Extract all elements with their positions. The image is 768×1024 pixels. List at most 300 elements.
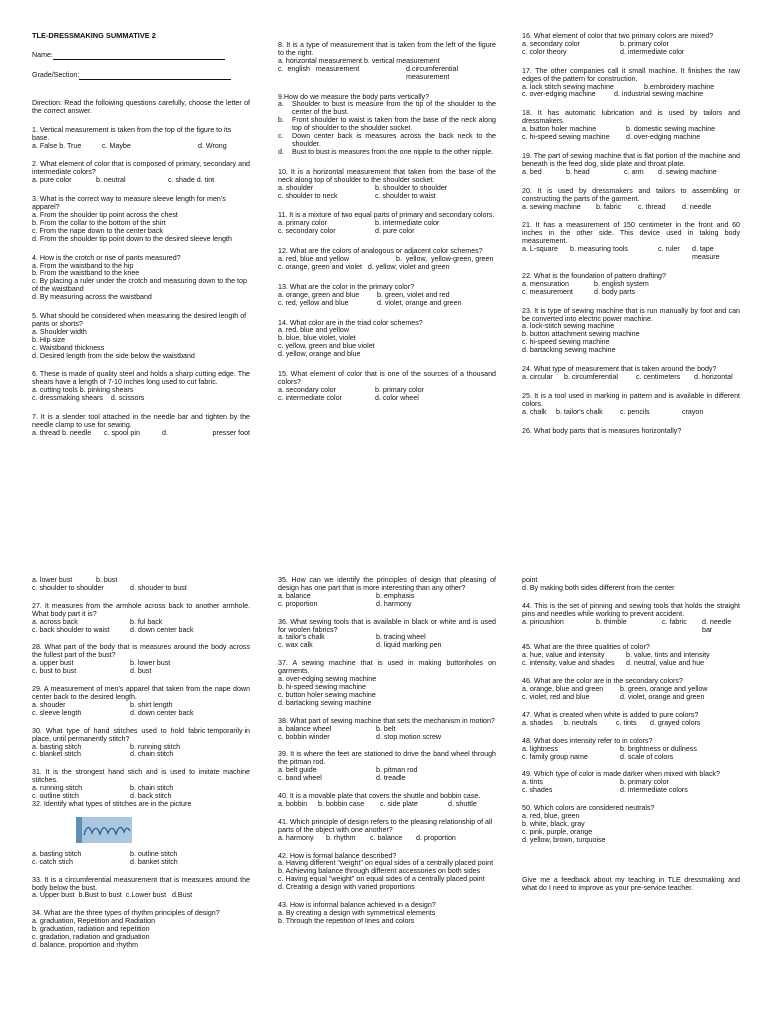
question-text: 40. It is a movable plate that covers the shuttle and bobbin case. (278, 792, 481, 801)
option[interactable]: a. basting stitch (32, 742, 82, 751)
option[interactable]: a. horizontal measurement b. vertical measurement (278, 56, 440, 65)
question-text: 50. Which colors are considered neutrals? (522, 804, 655, 813)
option[interactable]: c. hi-speed sewing machine (522, 338, 610, 347)
name-label: Name: (32, 51, 53, 59)
option[interactable]: c. over-edging machine (522, 90, 596, 99)
option[interactable]: c. side plate (380, 799, 418, 808)
question-text: 18. It has automatic lubrication and is used by tailors and dressmakers. (522, 109, 740, 126)
option[interactable]: d. bust (130, 667, 152, 676)
question-text: 38. What part of sewing machine that sets the mechanism in motion? (278, 716, 495, 725)
option[interactable]: c. family group name (522, 752, 588, 761)
question-14 (278, 320, 496, 360)
option[interactable]: d. needle bar (702, 617, 732, 634)
option[interactable]: a. shades (522, 718, 553, 727)
question-43 (278, 902, 496, 924)
option[interactable]: c. shade d. tint (168, 176, 215, 185)
option[interactable]: c. red, yellow and blue (278, 298, 349, 307)
option[interactable]: a. Having different "weight" on equal sides of a centrally placed point (278, 859, 494, 868)
option[interactable]: c. yellow, green and blue violet (278, 342, 375, 351)
option[interactable]: d. horizontal (694, 373, 733, 381)
question-1 (32, 127, 250, 151)
question-23 (522, 308, 740, 355)
option[interactable]: a. thread b. needle (32, 428, 92, 437)
question-text: 24. What type of measurement that is taken around the body? (522, 365, 717, 374)
option[interactable]: a. shouder (32, 700, 66, 709)
option[interactable]: a. red, blue, green (522, 812, 580, 821)
option[interactable]: b. graduation, radiation and repetition (32, 925, 150, 934)
option[interactable]: c. shoulder to waist (375, 191, 436, 200)
option[interactable]: b. Achieving balance through different accessories on both sides (278, 867, 481, 876)
option[interactable]: d. banket stitch (130, 857, 178, 866)
option[interactable]: d. down center back (130, 625, 194, 634)
question-22 (522, 273, 740, 297)
question-2 (32, 161, 250, 185)
option[interactable]: crayon (682, 407, 704, 416)
option[interactable]: a. Upper bust b.Bust to bust c.Lower bust d.Bust (32, 891, 193, 900)
option[interactable]: c. sleeve length (32, 708, 82, 717)
option[interactable]: b. head (566, 167, 590, 176)
option[interactable]: b. pitman rod (376, 766, 418, 775)
option[interactable]: a. From the waistband to the hip (32, 261, 134, 270)
question-text: 35. How can we identify the principles of design that pleasing of design has one part that is more interesting than any other? (278, 576, 496, 592)
question-41 (278, 819, 496, 843)
option[interactable]: d. back stitch (130, 792, 172, 801)
option[interactable]: a. button holer machine (522, 125, 597, 134)
option[interactable]: c. balance (370, 833, 403, 842)
option[interactable]: a. harmony (278, 833, 314, 842)
question-text: 20. It is used by dressmakers and tailors to assembling or constructing the parts of the garment. (522, 186, 740, 203)
question-text: 12. What are the colors of analogous or adjacent color schemes? (278, 247, 483, 256)
option[interactable]: Front shoulder to waist is taken from the base of the neck along top of shoulder to the shoulder socket. (292, 116, 496, 133)
option[interactable]: b. value, tints and intensity (626, 651, 710, 660)
question-30 (32, 728, 250, 760)
option[interactable]: c. orange, green and violet d. yellow, violet and green (278, 262, 450, 271)
question-4 (32, 255, 250, 302)
option[interactable]: a. bobbin (278, 799, 308, 808)
option[interactable]: Shoulder to bust is measure from the tip of the shoulder to the center of the bust. (292, 100, 496, 117)
option[interactable]: d. sewing machine (658, 167, 717, 176)
option[interactable]: c. bobbin winder (278, 732, 330, 741)
option[interactable]: a. lower bust (32, 576, 73, 584)
feedback-prompt: Give me a feedback about my teaching in TLE dressmaking and what do I need to improve as your pre-service teacher. (522, 875, 740, 892)
option[interactable]: a. By creating a design with symmetrical elements (278, 909, 436, 917)
option-letter: a. (278, 100, 284, 109)
option[interactable]: c. tints (616, 718, 637, 727)
question-5 (32, 313, 250, 360)
option[interactable]: c. shades (522, 786, 553, 795)
option[interactable]: a. False b. True (32, 141, 82, 150)
option[interactable]: a. balance (278, 591, 311, 600)
question-13 (278, 284, 496, 308)
question-text: 8. It is a type of measurement that is taken from the left of the figure to the right. (278, 41, 496, 57)
option[interactable]: b. Through the repetition of lines and colors (278, 917, 415, 924)
option[interactable]: c. dressmaking shears d. scissors (32, 394, 145, 403)
question-49 (522, 771, 740, 795)
column-bottom-middle (278, 577, 496, 930)
option[interactable]: b. fabric (596, 202, 622, 211)
question-3 (32, 196, 250, 243)
option[interactable]: d. proportion (416, 833, 456, 842)
option[interactable]: d. By making both sides different from the center (522, 583, 675, 592)
option[interactable]: b. intermediate color (375, 219, 440, 228)
column-bottom-right (522, 577, 740, 892)
option[interactable]: d. intermediate color (620, 47, 685, 56)
option[interactable]: a. secondary color (278, 385, 336, 394)
option[interactable]: b. green, orange and yellow (620, 685, 708, 694)
option[interactable]: c. pink, purple, orange (522, 827, 593, 836)
question-19 (522, 153, 740, 177)
option[interactable]: b. shirt length (130, 700, 173, 709)
option[interactable]: b. neutrals (564, 718, 598, 727)
question-7 (32, 414, 250, 438)
question-text: 36. What sewing tools that is available in black or white and is used for woolen fabrics? (278, 617, 496, 634)
option[interactable]: d. yellow, orange and blue (278, 350, 361, 359)
question-text: 49. Which type of color is made darker when mixed with black? (522, 770, 720, 779)
question-text: 11. It is a mixture of two equal parts of primary and secondary colors. (278, 211, 495, 220)
grade-blank[interactable] (79, 72, 231, 80)
question-40 (278, 793, 496, 809)
option[interactable]: b. belt (376, 724, 396, 733)
option[interactable]: a. cutting tools b. pinking shears (32, 386, 134, 395)
option[interactable]: b. circumferential (564, 373, 619, 381)
option[interactable]: d. intermediate colors (620, 786, 688, 795)
option[interactable]: b. shoulder to shoulder (375, 183, 448, 192)
question-text: 41. Which principle of design refers to the pleasing relationship of all parts of the object with one another? (278, 817, 493, 834)
option[interactable]: c. catch stich (32, 857, 74, 866)
option[interactable]: b. bust (96, 576, 118, 584)
question-text: 9.How do we measure the body parts vertically? (278, 92, 430, 101)
column-top-right (522, 33, 740, 442)
option[interactable]: c. gradation, radiation and graduation (32, 933, 150, 942)
option[interactable]: a. From the shoulder tip point across the chest (32, 210, 178, 219)
option[interactable]: b. emphasis (376, 591, 415, 600)
question-text: 32. Identify what types of stitches are in the picture (32, 799, 192, 808)
question-text: 13. What are the color in the primary color? (278, 282, 415, 291)
option-letter: d. (278, 147, 284, 156)
question-17 (522, 68, 740, 100)
option[interactable]: c. blanket stitch (32, 750, 81, 759)
option[interactable]: c. button holer sewing machine (278, 690, 376, 699)
option[interactable]: d. body parts (594, 287, 636, 296)
question-38 (278, 718, 496, 742)
option[interactable]: b. tailor's chalk (556, 407, 603, 416)
option[interactable]: c. Having equal "weight" on equal sides of a centrally placed point (278, 875, 485, 884)
option[interactable]: a. across back (32, 617, 78, 626)
option[interactable]: b. Hip size (32, 335, 66, 344)
option[interactable]: a. sewing machine (522, 202, 581, 211)
option[interactable]: a. red, blue and yellow (278, 326, 349, 335)
option[interactable]: c. intermediate color (278, 393, 342, 402)
option[interactable]: c. color theory (522, 47, 567, 56)
question-text: 27. It measures from the armhole across back to another armhole. What body part it is? (32, 601, 250, 618)
question-15 (278, 371, 496, 403)
option[interactable]: b. bobbin case (318, 799, 365, 808)
option[interactable]: b. yellow, yellow-green, green (396, 255, 494, 264)
option[interactable]: a. chalk (522, 407, 547, 416)
page-title: TLE-DRESSMAKING SUMMATIVE 2 (32, 31, 156, 40)
option[interactable]: a. L-square (522, 245, 558, 254)
question-text: 23. It is type of sewing machine that is run manually by foot and can be converted into electric power machine. (522, 306, 740, 323)
option[interactable]: Down center back is measures across the back neck to the shoulder. (292, 132, 496, 148)
question-text: 33. It is a circumferential measurement that is measures around the body below the bust. (32, 875, 250, 892)
option[interactable]: b. hi-speed sewing machine (278, 682, 366, 691)
option[interactable]: b. blue, blue violet, violet (278, 334, 356, 343)
option[interactable]: c. centimeters (636, 373, 681, 381)
question-26-options (32, 577, 250, 593)
option[interactable]: d. stop motion screw (376, 732, 442, 741)
question-8 (278, 42, 496, 82)
question-39 (278, 751, 496, 783)
question-32 (32, 801, 250, 867)
question-text: 29. A measurement of men's apparel that taken from the nape down center back to the desired length. (32, 685, 250, 701)
option[interactable]: presser foot (212, 428, 250, 437)
option[interactable]: c. spool pin (104, 428, 140, 437)
question-text: 39. It is where the feet are stationed to drive the band wheel through the pitman rod. (278, 750, 496, 767)
question-50 (522, 805, 740, 845)
option[interactable]: a. bed (522, 167, 542, 176)
option[interactable]: b. primary color (375, 385, 424, 394)
question-text: 17. The other companies call it small machine. It finishes the raw edges of the pattern for construction. (522, 66, 740, 83)
question-34 (32, 910, 250, 950)
question-text: 28. What part of the body that is measures around the body across the fullest part of the bust? (32, 643, 250, 660)
option[interactable]: b. brightness or dullness (620, 744, 697, 753)
option[interactable]: c. proportion (278, 599, 318, 608)
option[interactable]: a. balance wheel (278, 724, 332, 733)
question-text: 10. It is a horizontal measurement that taken from the base of the neck along top of shoulder to the shoulder socket. (278, 167, 496, 184)
column-top-left (32, 32, 250, 444)
question-text: 42. How is formal balance described? (278, 851, 397, 860)
question-46 (522, 678, 740, 702)
option[interactable]: a. hue, value and intensity (522, 651, 605, 660)
option[interactable]: d. tape measure (692, 245, 720, 262)
option[interactable]: c. hi-speed sewing machine (522, 133, 610, 142)
option[interactable]: d. violet, orange and green (377, 298, 462, 307)
option-letter: b. (278, 116, 284, 125)
option[interactable]: Bust to bust is measures from the one nipple to the other nipple. (292, 147, 494, 156)
option[interactable]: c. intensity, value and shades (522, 659, 615, 668)
option[interactable]: d. harmony (376, 599, 412, 608)
option[interactable]: a. lock stitch sewing machine (522, 82, 614, 91)
option[interactable]: b. From the collar to the bottom of the shirt (32, 218, 166, 227)
option[interactable]: a. pincushion (522, 617, 564, 626)
option[interactable]: d. industrial sewing machine (614, 90, 704, 99)
question-text: 45. What are the three qualities of color? (522, 643, 650, 652)
option[interactable]: b. From the waistband to the knee (32, 269, 140, 278)
option[interactable]: a. secondary color (522, 39, 580, 48)
question-48 (522, 738, 740, 762)
question-text: 30. What type of hand stitches used to hold fabric temporarily in place, until permanently stitch? (32, 726, 252, 743)
option[interactable]: a. shoulder (278, 183, 314, 192)
option[interactable]: c. violet, red and blue (522, 692, 590, 701)
option[interactable]: a. orange, blue and green (522, 685, 604, 694)
option[interactable]: a. graduation, Repetition and Radiation (32, 917, 156, 926)
option[interactable]: c. Waistband thickness (32, 343, 105, 352)
option[interactable]: c. bust to bust (32, 667, 77, 676)
question-16 (522, 33, 740, 57)
option[interactable]: b. domestic sewing machine (626, 125, 716, 134)
option[interactable]: b. primary color (620, 778, 669, 787)
question-12 (278, 248, 496, 272)
option[interactable]: d. chain stitch (130, 750, 174, 759)
option[interactable]: b. thimble (596, 617, 627, 626)
option[interactable]: a. lock-stitch sewing machine (522, 322, 615, 331)
option[interactable]: b. english system (594, 279, 649, 288)
option[interactable]: c. From the nape down to the center back (32, 226, 163, 235)
option[interactable]: d. liquid marking pen (376, 641, 442, 650)
question-9 (278, 94, 496, 157)
option[interactable]: c. shoulder to neck (278, 191, 338, 200)
option[interactable]: d. grayed colors (650, 718, 701, 727)
option[interactable]: b. lower bust (130, 659, 171, 668)
name-field[interactable] (32, 52, 250, 60)
option[interactable]: d. (162, 428, 168, 437)
option[interactable]: c. band wheel (278, 774, 322, 783)
option[interactable]: a. tints (522, 778, 543, 787)
question-text: 5. What should be considered when measuring the desired length of pants or shorts? (32, 312, 247, 328)
option[interactable]: c. pencils (620, 407, 650, 416)
option[interactable]: a. upper bust (32, 659, 74, 668)
option[interactable]: d. pure color (375, 227, 415, 236)
option[interactable]: c. outline stitch (32, 792, 79, 801)
question-text: 19. The part of sewing machine that is flat portion of the machine and beneath is the feed dog, slide plate and throat plate. (522, 151, 740, 168)
option[interactable]: c. Maybe (102, 141, 131, 150)
question-text: 4. How is the crotch or rise of pants measured? (32, 253, 181, 262)
question-18 (522, 110, 740, 142)
option[interactable]: a. primary color (278, 219, 327, 228)
option[interactable]: d. down center back (130, 708, 194, 717)
question-text: 15. What element of color that is one of the sources of a thousand colors? (278, 370, 496, 386)
option[interactable]: b. rhythm (326, 833, 356, 842)
option[interactable]: c. secondary color (278, 227, 336, 236)
option[interactable]: c. By placing a ruler under the crotch and measuring down to the top of the waistband (32, 277, 247, 294)
option[interactable]: d. By measuring across the waistband (32, 293, 152, 302)
question-text: 14. What color are in the triad color schemes? (278, 318, 423, 327)
option[interactable]: b. tracing wheel (376, 633, 426, 642)
option[interactable]: c. measurement (522, 287, 573, 296)
option[interactable]: d. shuttle (448, 799, 477, 808)
option[interactable]: d. violet, orange and green (620, 692, 705, 701)
option[interactable]: a. red, blue and yellow (278, 255, 349, 264)
option[interactable]: d. Creating a design with varied proportions (278, 883, 415, 892)
option[interactable]: b. green, violet and red (377, 290, 450, 299)
option[interactable]: d. color wheel (375, 393, 419, 402)
option[interactable]: d. From the shoulder tip point down to the desired sleeve length (32, 234, 232, 243)
option[interactable]: b. white, black, gray (522, 819, 585, 828)
option[interactable]: a. basting stitch (32, 849, 82, 858)
option[interactable]: a. over-edging sewing machine (278, 675, 377, 684)
option[interactable]: a. lightness (522, 744, 558, 753)
grade-label: Grade/Section: (32, 71, 80, 79)
question-42 (278, 853, 496, 893)
question-35 (278, 577, 496, 609)
question-31 (32, 769, 250, 801)
option[interactable]: d. Desired length from the side below the waistband (32, 351, 195, 360)
option-continued: point (522, 576, 538, 584)
question-text: 2. What element of color that is composed of primary, secondary and intermediate colors? (32, 160, 250, 177)
option[interactable]: d. bartacking sewing machine (522, 346, 616, 355)
option[interactable]: a. belt guide (278, 766, 317, 775)
option[interactable]: c. english measurement (278, 64, 360, 73)
question-text: 31. It is the strongest hand stich and is used to imitate machine stitches. (32, 768, 250, 785)
option[interactable]: c. thread (638, 202, 666, 211)
question-text: 7. It is a slender tool attached in the needle bar and tighten by the needle clamp to use for sewing. (32, 413, 250, 429)
option[interactable]: a. Shoulder width (32, 327, 87, 336)
option[interactable]: c. ruler (658, 245, 680, 254)
question-24 (522, 366, 740, 382)
option[interactable]: b. running stitch (130, 742, 181, 751)
question-text: 25. It is a tool used in marking in pattern and is available in different colors. (522, 391, 740, 408)
option[interactable]: d.circumferential measurement (406, 64, 459, 81)
option[interactable]: b. measuring tools (570, 245, 628, 254)
question-text: 16. What element of color that two primary colors are mixed? (522, 32, 714, 40)
question-text: 37. A sewing machine that is used in making buttonholes on garments. (278, 659, 496, 676)
option[interactable]: d. bartacking sewing machine (278, 698, 372, 707)
option[interactable]: d. over-edging machine (626, 133, 701, 142)
option[interactable]: b.embroidery machine (644, 82, 715, 91)
zigzag-stitch-icon (76, 817, 132, 843)
question-text: 48. What does intensity refer to in colors? (522, 736, 653, 745)
option[interactable]: a. running stitch (32, 784, 83, 793)
option[interactable]: c. shoulder to shoulder (32, 583, 104, 592)
question-26 (522, 428, 740, 436)
question-29 (32, 686, 250, 718)
option[interactable]: c. fabric (662, 617, 687, 626)
option[interactable]: b. ful back (130, 617, 163, 626)
question-20 (522, 188, 740, 212)
option[interactable]: a. orange, green and blue (278, 290, 360, 299)
question-text: 34. What are the three types of rhythm principles of design? (32, 909, 220, 918)
question-text: 1. Vertical measurement is taken from the top of the figure to its base. (32, 125, 232, 142)
option[interactable]: a. circular (522, 373, 553, 381)
option[interactable]: c. wax calk (278, 641, 313, 650)
option[interactable]: d. Wrong (198, 141, 227, 150)
name-blank[interactable] (53, 52, 225, 60)
option[interactable]: d. shouder to bust (130, 583, 187, 592)
question-text: 6. These is made of quality steel and holds a sharp cutting edge. The shears have a length of 7-10 inches long used to cut fabric. (32, 370, 250, 387)
option[interactable]: d. yellow, brown, turquoise (522, 835, 606, 844)
question-45 (522, 644, 740, 668)
option[interactable]: b. outline stitch (130, 849, 178, 858)
option[interactable]: b. primary color (620, 39, 669, 48)
direction-text: Direction: Read the following questions carefully, choose the letter of the correct answer. (32, 98, 250, 115)
option[interactable]: d. treadle (376, 774, 406, 783)
grade-field[interactable] (32, 72, 250, 80)
question-27 (32, 603, 250, 635)
question-36 (278, 619, 496, 651)
question-43-continued (522, 577, 740, 593)
question-33 (32, 877, 250, 901)
option[interactable]: d. scale of colors (620, 752, 674, 761)
option[interactable]: b. chain stitch (130, 784, 174, 793)
question-47 (522, 712, 740, 728)
question-44 (522, 603, 740, 635)
option[interactable]: a. tailor's chalk (278, 633, 325, 642)
option[interactable]: b. neutral (96, 176, 126, 185)
option[interactable]: d. balance, proportion and rhythm (32, 941, 139, 949)
option[interactable]: c. back shoulder to waist (32, 625, 110, 634)
option[interactable]: a. pure color (32, 176, 72, 185)
question-text: 46. What are the color are in the secondary colors? (522, 677, 683, 686)
option[interactable]: b. button attachment sewing machine (522, 330, 640, 339)
question-25 (522, 393, 740, 417)
option[interactable]: c. arm (624, 167, 644, 176)
question-11 (278, 212, 496, 236)
option[interactable]: a. mensuration (522, 279, 569, 288)
stitch-image-edge (76, 817, 82, 843)
question-28 (32, 644, 250, 676)
option[interactable]: d. needle (682, 202, 712, 211)
option[interactable]: d. neutral, value and hue (626, 659, 705, 668)
